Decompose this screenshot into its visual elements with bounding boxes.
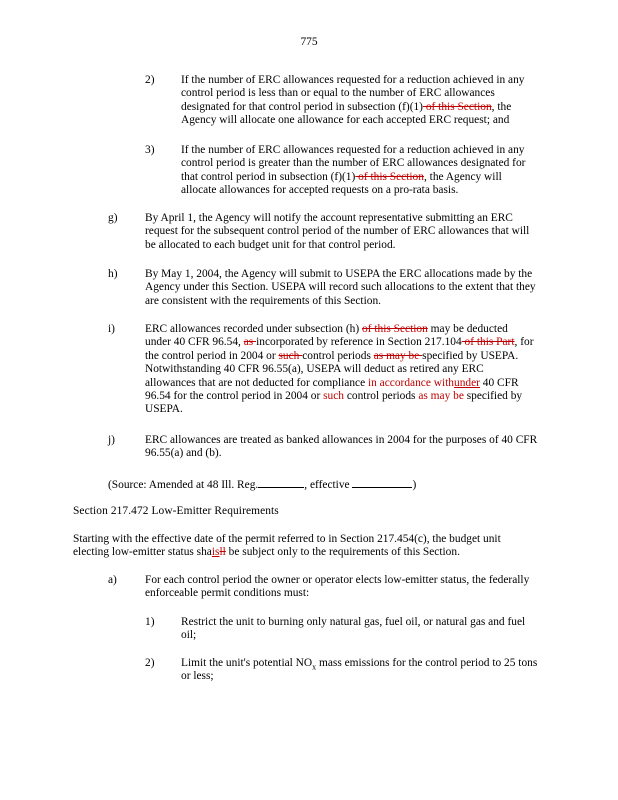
- paragraph-h: By May 1, 2004, the Agency will submit to USEPA the ERC allocations made by the Agency under this Section. USEPA will record such allocations to the extent that they are consistent with the requirements of this Section.: [145, 268, 536, 307]
- source-note: (Source: Amended at 48 Ill. Reg. , effective ): [108, 479, 417, 491]
- page-number: 775: [300, 36, 318, 48]
- list-label-g: g): [108, 212, 118, 224]
- paragraph-a1: Restrict the unit to burning only natural gas, fuel oil, or natural gas and fuel oil;: [181, 616, 526, 642]
- paragraph-a: For each control period the owner or operator elects low-emitter status, the federally enforceable permit conditions must:: [145, 574, 530, 600]
- blank-reg: [258, 477, 304, 488]
- list-label-h: h): [108, 268, 118, 280]
- paragraph-a2: Limit the unit's potential $NO_x$ mass emissions for the control period to 25 tons or less;: [181, 657, 538, 683]
- section-heading: Section 217.472 Low-Emitter Requirements: [73, 505, 279, 517]
- list-label-a2: 2): [145, 657, 155, 669]
- deleted-text: of this Section: [422, 100, 492, 113]
- list-label-a: a): [108, 574, 117, 586]
- paragraph-j: ERC allowances are treated as banked allowances in 2004 for the purposes of 40 CFR 96.55(a) and (b).: [145, 434, 538, 460]
- list-label-j: j): [108, 434, 115, 446]
- list-label-2: 2): [145, 74, 155, 86]
- list-label-3: 3): [145, 144, 155, 156]
- list-label-i: i): [108, 323, 115, 335]
- paragraph-g: By April 1, the Agency will notify the account representative submitting an ERC request for the subsequent control period of the number of ERC allowances that will be allocated to each budget unit for that control period.: [145, 212, 530, 251]
- paragraph-i: ERC allowances recorded under subsection (h) of this Section may be deducted under 40 CFR 96.54, as incorporated by reference in Section 217.104 of this Part, for the control period in 2004 or such control periods as may be specified by USEPA. Notwithstanding 40 CFR 96.55(a), USEPA will deduct as retired any ERC allowances that are not deducted for compliance in accordance withunder 40 CFR 96.54 for the control period in 2004 or such control periods as may be specified by USEPA.: [145, 323, 534, 416]
- paragraph-item-3: If the number of ERC allowances requested for a reduction achieved in any control period is greater than the number of ERC allowances designated for that control period in subsection (f)(1) of this Section, the Agency will allocate allowances for accepted requests on a pro-rata basis.: [181, 144, 526, 197]
- blank-effective: [352, 477, 412, 488]
- list-label-a1: 1): [145, 616, 155, 628]
- section-intro: Starting with the effective date of the permit referred to in Section 217.454(c), the budget unit electing low-emitter status shaisll be subject only to the requirements of this Section.: [73, 533, 501, 559]
- deleted-text: of this Section: [355, 170, 424, 183]
- paragraph-item-2: If the number of ERC allowances requested for a reduction achieved in any control period is less than or equal to the number of ERC allowances designated for that control period in subsection (f)(1) of this Section, the Agency will allocate one allowance for each accepted ERC request; and: [181, 74, 525, 127]
